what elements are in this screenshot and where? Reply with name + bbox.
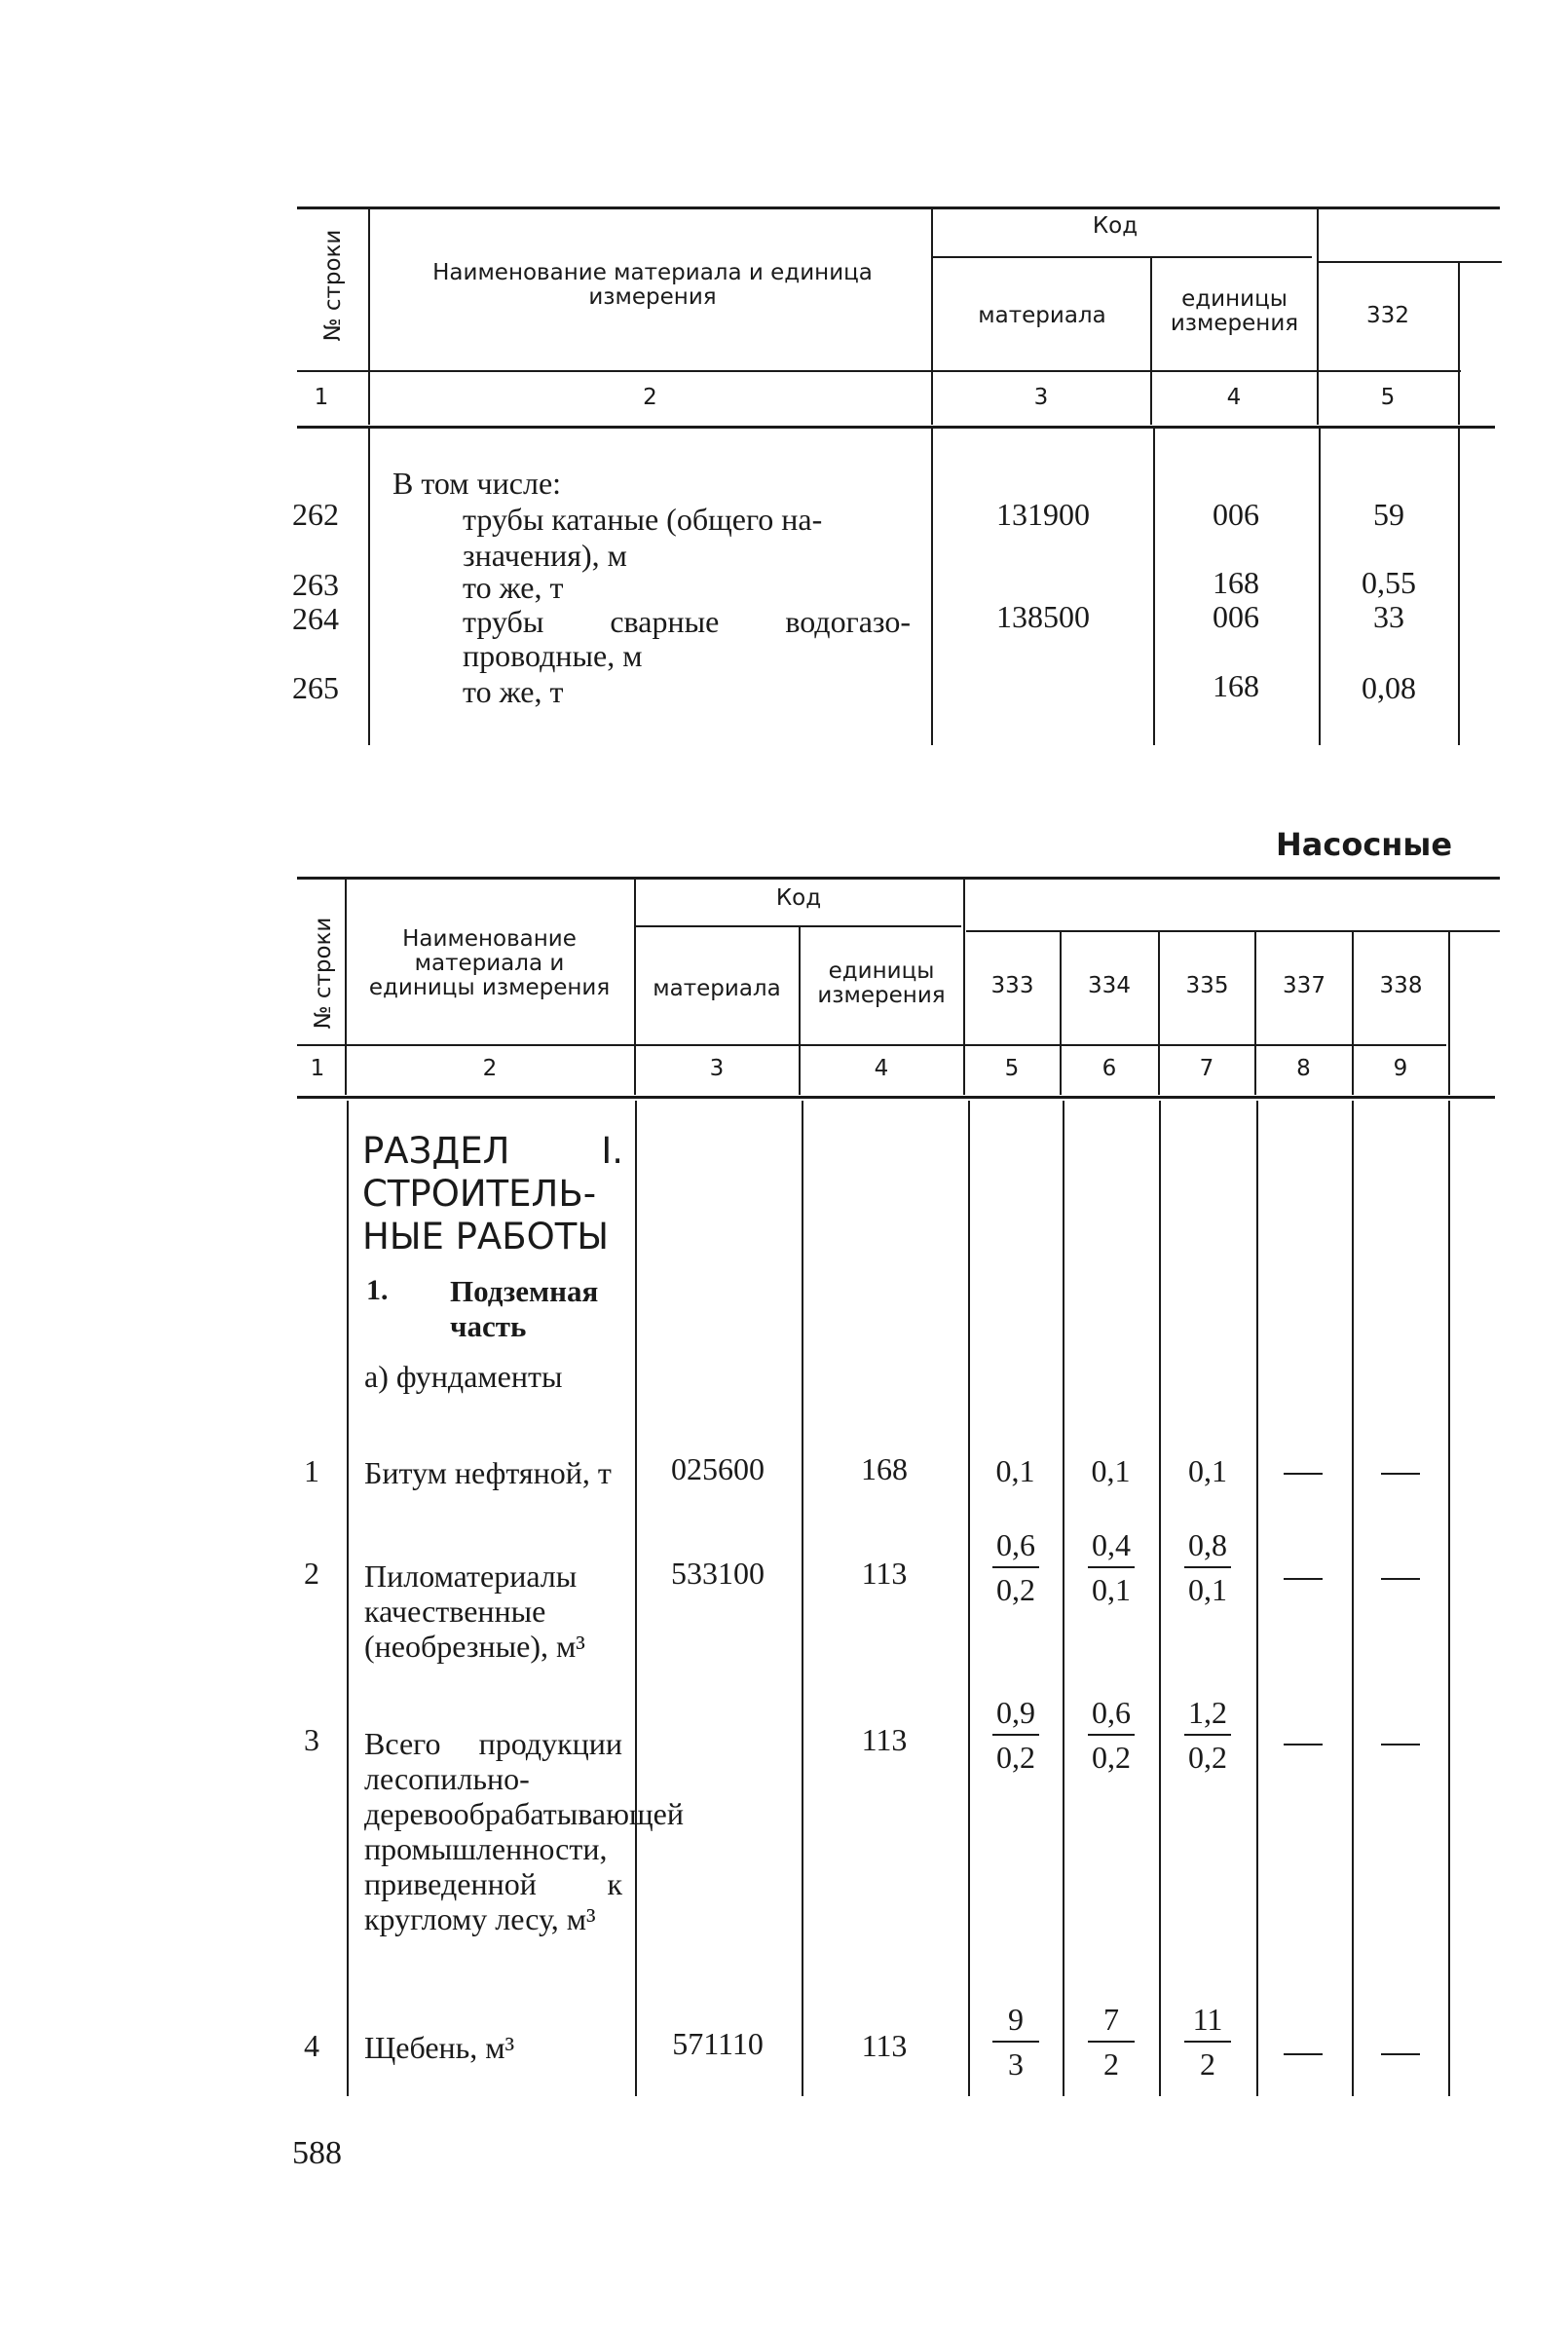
column-number: 3 [709, 1056, 725, 1081]
material-code: 571110 [672, 2026, 764, 2061]
column-number: 8 [1296, 1056, 1311, 1081]
col-332-header: 332 [1366, 303, 1409, 328]
table-2-vline [347, 1101, 349, 2096]
section-title: Насосные [1276, 826, 1453, 863]
page-number: 588 [292, 2135, 342, 2171]
denominator: 2 [1103, 2046, 1119, 2082]
row-number: 2 [304, 1556, 319, 1591]
material-name: трубы сварные водогазо- [463, 604, 911, 639]
dash [1381, 1473, 1420, 1475]
dash [1284, 2053, 1323, 2055]
row-number: 263 [292, 567, 339, 602]
value: 0,1 [995, 1453, 1035, 1488]
unit-code: 113 [861, 1722, 908, 1757]
table-1-colnum-rule [297, 426, 1495, 429]
column-number: 6 [1101, 1056, 1117, 1081]
material-name: Пиломатериалы качественные (необрезные), м³ [364, 1558, 585, 1664]
numerator: 0,9 [996, 1695, 1035, 1730]
dash [1284, 1744, 1323, 1745]
code-material-header: материала [653, 976, 781, 1001]
value: 0,55 [1362, 565, 1416, 600]
sub-subsection-heading: а) фундаменты [364, 1359, 563, 1394]
unit-code: 168 [861, 1451, 908, 1486]
row-number: 1 [304, 1453, 319, 1488]
row-number: 265 [292, 670, 339, 705]
denominator: 0,2 [996, 1740, 1035, 1775]
denominator: 3 [1008, 2046, 1024, 2082]
denominator: 0,2 [996, 1572, 1035, 1607]
value: 0,1 [1091, 1453, 1131, 1488]
unit-code: 168 [1213, 565, 1259, 600]
table-2-vline [635, 1101, 637, 2096]
denominator: 0,2 [1188, 1740, 1227, 1775]
dash [1284, 1473, 1323, 1475]
subsection-number: 1. [366, 1274, 389, 1306]
denominator: 0,2 [1092, 1740, 1131, 1775]
fraction-value [1178, 1527, 1237, 1607]
material-name: Щебень, м³ [364, 2030, 515, 2065]
table-2-vline [1159, 1101, 1161, 2096]
column-number: 5 [1004, 1056, 1020, 1081]
table-1-vline [931, 429, 933, 745]
material-code: 131900 [996, 497, 1090, 532]
material-name: то же, т [463, 674, 564, 709]
col-header: 334 [1088, 973, 1131, 998]
name-header: Наименование материала и единицы измерения [368, 926, 611, 1000]
table-1-code-rule [932, 256, 1312, 258]
col-header: 335 [1185, 973, 1229, 998]
table-1-vline [1458, 263, 1460, 425]
column-number: 1 [310, 1056, 325, 1081]
numerator: 1,2 [1188, 1695, 1227, 1730]
table-2-vline [1448, 1101, 1450, 2096]
subsection-heading: Подземная часть [450, 1274, 599, 1343]
numerator: 7 [1103, 2002, 1119, 2037]
fraction-value [987, 1695, 1045, 1775]
column-number: 4 [874, 1056, 889, 1081]
row-number: 4 [304, 2028, 319, 2063]
table-2-top-rule [297, 877, 1500, 880]
table-1-vline [1458, 429, 1460, 745]
table-2-vline [1352, 1101, 1354, 2096]
unit-code: 006 [1213, 599, 1259, 634]
code-header: Код [1092, 213, 1139, 239]
material-code: 138500 [996, 599, 1090, 634]
material-code: 533100 [671, 1556, 765, 1591]
denominator: 0,1 [1188, 1572, 1227, 1607]
table-2-vline [802, 1101, 803, 2096]
value: 59 [1373, 497, 1404, 532]
table-2-right-rule [966, 930, 1500, 932]
table-1-header-rule [297, 370, 1461, 372]
column-number: 1 [314, 385, 329, 410]
row-number: 3 [304, 1722, 319, 1757]
name-header: Наименование материала и единица измерения [432, 260, 873, 310]
row-number-header: № строки [320, 229, 346, 342]
material-name: Всего продукции лесопильно-деревообрабатывающей промышленности, приведенной к круглому лесу, м³ [364, 1726, 684, 1936]
material-name-cont: проводные, м [463, 638, 643, 673]
table-2-vline [1063, 1101, 1064, 2096]
table-2-vline [1448, 932, 1450, 1095]
material-code: 025600 [671, 1451, 765, 1486]
numerator: 0,6 [996, 1527, 1035, 1562]
code-unit-header: единицы измерения [817, 958, 946, 1008]
column-number: 5 [1380, 385, 1396, 410]
fraction-value [987, 2002, 1045, 2082]
dash [1381, 2053, 1420, 2055]
fraction-value [1082, 2002, 1140, 2082]
column-number: 7 [1199, 1056, 1214, 1081]
unit-code: 113 [861, 1556, 908, 1591]
dash [1284, 1578, 1323, 1580]
unit-code: 113 [861, 2028, 908, 2063]
numerator: 0,6 [1092, 1695, 1131, 1730]
table-2-colnum-rule [297, 1096, 1495, 1099]
fraction-value [1178, 2002, 1237, 2082]
row-number: 264 [292, 601, 339, 636]
code-header: Код [775, 885, 822, 911]
intro-text: В том числе: [392, 466, 562, 501]
column-number: 2 [482, 1056, 498, 1081]
table-2-vline [968, 1101, 970, 2096]
material-name-cont: значения), м [463, 538, 627, 573]
code-material-header: материала [978, 303, 1106, 328]
dash [1381, 1578, 1420, 1580]
fraction-value [1082, 1527, 1140, 1607]
col-header: 338 [1379, 973, 1423, 998]
fraction-value [987, 1527, 1045, 1607]
value: 0,08 [1362, 670, 1416, 705]
fraction-value [1178, 1695, 1237, 1775]
material-name: то же, т [463, 570, 564, 605]
table-1-top-rule [297, 206, 1500, 209]
dash [1381, 1744, 1420, 1745]
col-header: 337 [1283, 973, 1325, 998]
table-2-header-rule [297, 1044, 1446, 1046]
unit-code: 168 [1213, 668, 1259, 703]
material-name: трубы катаные (общего на- [463, 502, 823, 537]
numerator: 0,8 [1188, 1527, 1227, 1562]
row-number: 262 [292, 497, 339, 532]
column-number: 2 [643, 385, 657, 410]
numerator: 11 [1192, 2002, 1223, 2037]
value: 33 [1373, 599, 1404, 634]
denominator: 2 [1200, 2046, 1215, 2082]
row-number-header: № строки [311, 917, 336, 1030]
numerator: 9 [1008, 2002, 1024, 2037]
column-number: 9 [1393, 1056, 1408, 1081]
denominator: 0,1 [1092, 1572, 1131, 1607]
column-number: 3 [1033, 385, 1049, 410]
numerator: 0,4 [1092, 1527, 1131, 1562]
column-number: 4 [1226, 385, 1242, 410]
fraction-value [1082, 1695, 1140, 1775]
unit-code: 006 [1213, 497, 1259, 532]
table-1-vline [368, 429, 370, 745]
col-header: 333 [990, 973, 1034, 998]
table-2-vline [1256, 1101, 1258, 2096]
section-heading: РАЗДЕЛ I. СТРОИТЕЛЬ-НЫЕ РАБОТЫ [362, 1130, 623, 1257]
table-1-right-rule [1317, 261, 1502, 263]
material-name: Битум нефтяной, т [364, 1455, 612, 1490]
value: 0,1 [1188, 1453, 1227, 1488]
code-unit-header: единицы измерения [1170, 286, 1299, 336]
